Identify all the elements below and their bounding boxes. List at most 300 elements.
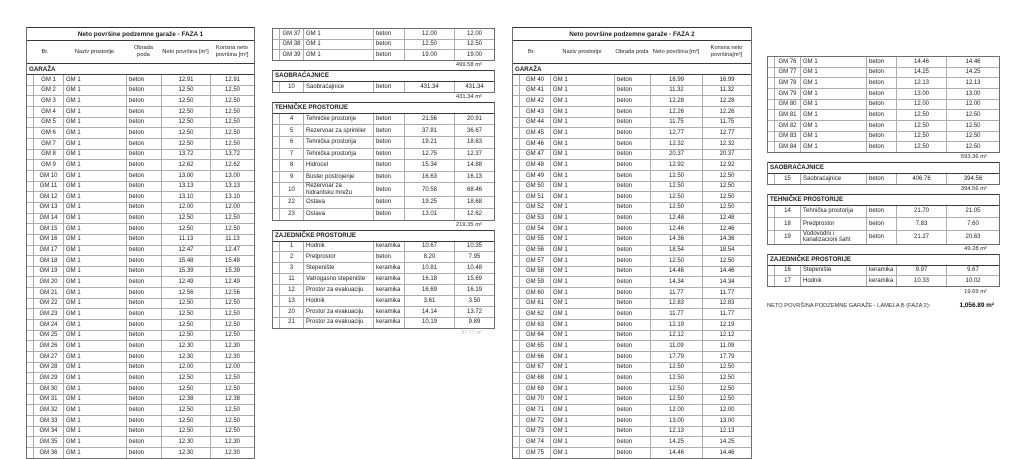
cell-naziv: GM 1 — [63, 235, 126, 245]
cell-obrada: beton — [126, 192, 161, 202]
header-br: Br. — [528, 48, 535, 55]
cell-br: GM 61 — [519, 299, 550, 309]
table-row — [768, 218, 999, 230]
cell-naziv: GM 1 — [63, 427, 126, 437]
cell-obrada: beton — [373, 114, 404, 125]
cell-br: GM 32 — [33, 405, 63, 415]
cell-obrada: beton — [866, 218, 896, 229]
cell-neto: 14.25 — [896, 68, 946, 78]
cell-obrada: beton — [126, 160, 161, 170]
cell-neto: 37.81 — [404, 125, 454, 136]
faza2-title: Neto površine podzemne garaže - FAZA 2 — [513, 27, 751, 41]
cell-naziv: GM 1 — [63, 352, 126, 362]
cell-naziv: GM 1 — [550, 363, 614, 373]
table-row — [27, 192, 254, 203]
cell-korisna: 12.50 — [702, 256, 751, 266]
table-row — [768, 78, 999, 89]
cell-neto: 21.27 — [896, 231, 946, 244]
table-row — [27, 405, 254, 416]
cell-naziv: GM 1 — [550, 427, 614, 437]
table-row — [273, 197, 494, 209]
cell-obrada: beton — [373, 172, 404, 183]
cell-br: GM 67 — [519, 363, 550, 373]
cell-naziv: GM 1 — [63, 299, 126, 309]
cell-korisna: 12.50 — [210, 139, 254, 149]
cell-korisna: 12.00 — [454, 29, 494, 39]
cell-br: 3 — [279, 263, 303, 273]
cell-korisna: 394.56 — [946, 174, 999, 184]
cell-br: GM 56 — [519, 246, 550, 256]
table-row — [27, 235, 254, 246]
cell-br: GM 29 — [33, 373, 63, 383]
cell-naziv: GM 1 — [550, 341, 614, 351]
cell-neto: 19.21 — [404, 137, 454, 148]
faza1-saobracajnice-rows — [273, 82, 494, 92]
cell-korisna: 12.28 — [702, 96, 751, 106]
cell-naziv: GM 1 — [63, 214, 126, 224]
table-row — [513, 107, 751, 118]
header-naziv: Naziv prostorije — [74, 48, 115, 55]
cell-naziv: GM 1 — [550, 288, 614, 298]
cell-obrada: beton — [126, 267, 161, 277]
cell-obrada: beton — [126, 341, 161, 351]
cell-neto: 12.46 — [650, 224, 702, 234]
cell-korisna: 19.00 — [454, 50, 494, 60]
cell-naziv: Prostor za evakuaciju — [303, 307, 373, 317]
cell-neto: 13.00 — [161, 171, 210, 181]
cell-naziv: GM 1 — [63, 416, 126, 426]
faza1-zajednicke-rows — [273, 242, 494, 328]
cell-neto: 12.50 — [161, 331, 210, 341]
cell-korisna: 11.75 — [702, 118, 751, 128]
table-row — [273, 183, 494, 197]
cell-obrada: beton — [126, 288, 161, 298]
table-row — [513, 277, 751, 288]
faza2-tehnicke-label: TEHNIČKE PROSTORIJE — [768, 194, 999, 206]
cell-obrada: beton — [126, 246, 161, 256]
header-naziv: Naziv prostorije — [562, 48, 602, 55]
cell-korisna: 12.30 — [210, 437, 254, 447]
cell-obrada: beton — [866, 174, 896, 184]
cell-obrada: beton — [126, 405, 161, 415]
cell-neto: 12.26 — [650, 107, 702, 117]
table-row — [273, 149, 494, 161]
cell-obrada: keramika — [866, 276, 896, 286]
cell-obrada: beton — [126, 86, 161, 96]
cell-naziv: GM 1 — [550, 331, 614, 341]
cell-neto: 12.50 — [650, 395, 702, 405]
faza1-saobracajnice-total: 431.34 m² — [455, 94, 482, 101]
cell-korisna: 12.50 — [946, 121, 999, 131]
cell-korisna: 12.50 — [210, 299, 254, 309]
cell-naziv: GM 1 — [550, 75, 614, 85]
cell-neto: 12.50 — [161, 320, 210, 330]
cell-obrada: beton — [614, 363, 650, 373]
cell-neto: 11.75 — [650, 118, 702, 128]
cell-neto: 9.97 — [896, 266, 946, 276]
cell-neto: 14.46 — [650, 448, 702, 458]
cell-naziv: GM 1 — [63, 246, 126, 256]
cell-naziv: GM 1 — [63, 139, 126, 149]
cell-korisna: 20.91 — [454, 114, 494, 125]
cell-naziv: Ostava — [303, 197, 373, 208]
table-row — [273, 209, 494, 220]
cell-naziv: Hodnik — [800, 276, 866, 286]
cell-br: 1 — [279, 242, 303, 252]
cell-naziv: GM 1 — [800, 100, 866, 110]
cell-neto: 12.91 — [161, 75, 210, 85]
cell-obrada: beton — [614, 256, 650, 266]
cell-obrada: keramika — [373, 307, 404, 317]
faza1-tehnicke-label: TEHNIČKE PROSTORIJE — [273, 102, 494, 114]
cell-br: GM 45 — [519, 128, 550, 138]
cell-korisna: 15.48 — [210, 256, 254, 266]
cell-neto: 11.77 — [650, 288, 702, 298]
cell-naziv: Predprostor — [800, 218, 866, 229]
cell-neto: 12.50 — [161, 86, 210, 96]
table-row — [513, 128, 751, 139]
cell-naziv: GM 1 — [550, 352, 614, 362]
cell-neto: 19.00 — [404, 50, 454, 60]
table-row — [273, 114, 494, 126]
cell-naziv: GM 1 — [63, 86, 126, 96]
header-obrada: Obrada poda — [134, 45, 153, 58]
cell-neto: 11.09 — [650, 341, 702, 351]
cell-obrada: keramika — [373, 242, 404, 252]
table-row — [27, 139, 254, 150]
cell-korisna: 12.50 — [210, 107, 254, 117]
cell-br: GM 2 — [33, 86, 63, 96]
cell-obrada: beton — [126, 224, 161, 234]
table-row — [27, 416, 254, 427]
cell-br: 7 — [279, 149, 303, 160]
cell-obrada: beton — [373, 197, 404, 208]
cell-korisna: 12.62 — [210, 160, 254, 170]
cell-naziv: GM 1 — [550, 171, 614, 181]
cell-obrada: beton — [614, 384, 650, 394]
cell-neto: 12.50 — [161, 405, 210, 415]
cell-korisna: 12.50 — [702, 384, 751, 394]
cell-obrada: beton — [126, 352, 161, 362]
table-row — [513, 171, 751, 182]
cell-korisna: 14.36 — [702, 235, 751, 245]
cell-neto: 13.13 — [161, 182, 210, 192]
cell-br: 10 — [279, 82, 303, 92]
cell-naziv: Saobraćajnice — [303, 82, 373, 92]
cell-br: GM 23 — [33, 309, 63, 319]
cell-naziv: GM 1 — [800, 142, 866, 152]
table-row — [27, 331, 254, 342]
cell-korisna: 12.50 — [210, 373, 254, 383]
cell-korisna: 12.91 — [210, 75, 254, 85]
table-row — [273, 172, 494, 184]
cell-neto: 12.50 — [161, 427, 210, 437]
cell-korisna: 15.39 — [210, 267, 254, 277]
cell-korisna: 20.63 — [946, 231, 999, 244]
cell-obrada: beton — [373, 29, 404, 39]
cell-korisna: 21.05 — [946, 206, 999, 217]
cell-obrada: beton — [126, 363, 161, 373]
table-row — [513, 299, 751, 310]
cell-naziv: Tehnička prostorija — [800, 206, 866, 217]
faza1-main-table — [26, 27, 255, 459]
cell-korisna: 13.00 — [702, 416, 751, 426]
cell-br: GM 80 — [774, 100, 800, 110]
faza1-title: Neto površine podzemne garaže - FAZA 1 — [27, 27, 254, 41]
table-row — [768, 68, 999, 79]
cell-neto: 14.34 — [650, 277, 702, 287]
cell-obrada: beton — [126, 150, 161, 160]
cell-neto: 12.13 — [650, 427, 702, 437]
cell-neto: 12.50 — [650, 182, 702, 192]
cell-neto: 21.70 — [896, 206, 946, 217]
cell-naziv: GM 1 — [800, 68, 866, 78]
table-row — [768, 142, 999, 152]
cell-neto: 16.63 — [404, 172, 454, 183]
cell-neto: 12.50 — [650, 363, 702, 373]
table-row — [27, 256, 254, 267]
cell-obrada: beton — [866, 231, 896, 244]
cell-obrada: beton — [126, 277, 161, 287]
cell-obrada: beton — [614, 214, 650, 224]
faza1-saobracajnice-label: SAOBRAĆAJNICE — [273, 70, 494, 82]
cell-neto: 16.69 — [404, 285, 454, 295]
cell-neto: 13.10 — [161, 192, 210, 202]
cell-br: 15 — [774, 174, 800, 184]
table-row — [513, 150, 751, 161]
cell-naziv: GM 1 — [303, 40, 373, 50]
table-row — [513, 160, 751, 171]
cell-korisna: 14.46 — [702, 267, 751, 277]
faza2-saobracajnice-total: 394.56 m² — [960, 186, 987, 193]
table-row — [513, 395, 751, 406]
cell-obrada: keramika — [373, 285, 404, 295]
cell-naziv: GM 1 — [63, 224, 126, 234]
cell-korisna: 13.00 — [210, 171, 254, 181]
cell-naziv: GM 1 — [550, 150, 614, 160]
faza2-tehnicke-block — [767, 194, 1000, 245]
cell-korisna: 11.32 — [702, 86, 751, 96]
faza2-tehnicke-total: 49.28 m² — [964, 246, 987, 253]
cell-neto: 14.46 — [650, 267, 702, 277]
cell-naziv: GM 1 — [550, 203, 614, 213]
cell-obrada: beton — [614, 246, 650, 256]
cell-korisna: 12.19 — [702, 320, 751, 330]
faza2-zajednicke-rows — [768, 266, 999, 287]
cell-obrada: beton — [866, 142, 896, 152]
cell-obrada: beton — [614, 96, 650, 106]
table-row — [27, 118, 254, 129]
cell-br: GM 41 — [519, 86, 550, 96]
table-row — [513, 139, 751, 150]
cell-obrada: beton — [126, 139, 161, 149]
cell-neto: 12.50 — [161, 139, 210, 149]
cell-br: GM 19 — [33, 267, 63, 277]
cell-naziv: GM 1 — [550, 96, 614, 106]
table-row — [27, 182, 254, 193]
cell-naziv: GM 1 — [800, 132, 866, 142]
cell-br: GM 7 — [33, 139, 63, 149]
cell-neto: 12.50 — [650, 192, 702, 202]
cell-br: GM 60 — [519, 288, 550, 298]
cell-obrada: beton — [614, 395, 650, 405]
cell-neto: 16.18 — [404, 274, 454, 284]
cell-neto: 12.50 — [650, 373, 702, 383]
cell-neto: 3.61 — [404, 296, 454, 306]
cell-br: GM 46 — [519, 139, 550, 149]
table-row — [27, 363, 254, 374]
cell-neto: 12.50 — [161, 96, 210, 106]
cell-korisna: 18.63 — [454, 137, 494, 148]
cell-br: GM 53 — [519, 214, 550, 224]
cell-br: GM 58 — [519, 267, 550, 277]
cell-korisna: 11.77 — [702, 309, 751, 319]
table-row — [513, 192, 751, 203]
cell-br: 10 — [279, 183, 303, 196]
faza2-table-block — [512, 27, 752, 459]
cell-br: GM 36 — [33, 448, 63, 458]
cell-obrada: beton — [614, 235, 650, 245]
cell-br: GM 43 — [519, 107, 550, 117]
cell-neto: 12.00 — [650, 405, 702, 415]
cell-br: GM 10 — [33, 171, 63, 181]
cell-korisna: 10.48 — [454, 263, 494, 273]
cell-naziv: GM 1 — [800, 89, 866, 99]
cell-br: GM 15 — [33, 224, 63, 234]
cell-br: 14 — [774, 206, 800, 217]
cell-neto: 12.56 — [161, 288, 210, 298]
cell-naziv: Tehnička prostorija — [303, 149, 373, 160]
table-row — [27, 395, 254, 406]
cell-obrada: keramika — [866, 266, 896, 276]
cell-korisna: 12.49 — [210, 277, 254, 287]
cell-br: GM 25 — [33, 331, 63, 341]
cell-naziv: GM 1 — [550, 235, 614, 245]
cell-naziv: GM 1 — [550, 395, 614, 405]
cell-obrada: beton — [126, 395, 161, 405]
cell-korisna: 12.50 — [210, 427, 254, 437]
cell-obrada: beton — [126, 182, 161, 192]
table-row — [768, 100, 999, 111]
faza2-saobracajnice-rows — [768, 174, 999, 184]
table-row — [273, 274, 494, 285]
faza2-garaza-total: 593.36 m² — [960, 154, 987, 161]
cell-korisna: 12.38 — [210, 395, 254, 405]
cell-obrada: beton — [866, 206, 896, 217]
faza1-garage-rows-cont — [273, 29, 494, 60]
cell-br: GM 55 — [519, 235, 550, 245]
cell-naziv: GM 1 — [550, 267, 614, 277]
faza1-garaza-total: 499.58 m² — [455, 62, 482, 69]
cell-obrada: beton — [126, 256, 161, 266]
table-row — [27, 299, 254, 310]
faza1-zajednicke-total: 87.77 m² — [461, 329, 482, 336]
cell-br: GM 22 — [33, 299, 63, 309]
cell-korisna: 13.13 — [210, 182, 254, 192]
faza2-garage-rows — [513, 75, 751, 458]
cell-neto: 21.56 — [404, 114, 454, 125]
faza1-zajednicke-block — [272, 230, 495, 329]
cell-korisna: 10.35 — [454, 242, 494, 252]
cell-br: GM 72 — [519, 416, 550, 426]
cell-naziv: GM 1 — [63, 171, 126, 181]
table-row — [273, 296, 494, 307]
cell-korisna: 12.32 — [702, 139, 751, 149]
cell-korisna: 431.34 — [454, 82, 494, 92]
cell-br: GM 76 — [774, 57, 800, 67]
cell-naziv: GM 1 — [550, 405, 614, 415]
cell-naziv: GM 1 — [550, 246, 614, 256]
cell-naziv: GM 1 — [550, 373, 614, 383]
cell-korisna: 12.50 — [210, 405, 254, 415]
cell-neto: 11.77 — [650, 309, 702, 319]
cell-naziv: GM 1 — [63, 192, 126, 202]
cell-neto: 12.50 — [161, 384, 210, 394]
cell-neto: 12.30 — [161, 437, 210, 447]
faza1-garage-rows — [27, 75, 254, 458]
cell-obrada: beton — [614, 427, 650, 437]
cell-korisna: 12.00 — [946, 100, 999, 110]
grand-total-label: NETO POVRŠINA PODZEMNE GARAŽE - LAMELA B (FAZA 2): — [767, 303, 931, 310]
cell-naziv: GM 1 — [550, 192, 614, 202]
table-row — [513, 246, 751, 257]
cell-korisna: 7.95 — [454, 252, 494, 262]
cell-korisna: 13.00 — [946, 89, 999, 99]
cell-br: GM 42 — [519, 96, 550, 106]
header-korisna: Korisna neto površina[m²] — [710, 45, 743, 58]
cell-br: GM 65 — [519, 341, 550, 351]
cell-br: 4 — [279, 114, 303, 125]
cell-naziv: GM 1 — [550, 160, 614, 170]
cell-br: 13 — [279, 296, 303, 306]
cell-obrada: beton — [126, 235, 161, 245]
cell-neto: 12.28 — [650, 96, 702, 106]
cell-obrada: beton — [373, 50, 404, 60]
cell-neto: 12.50 — [161, 214, 210, 224]
cell-br: GM 39 — [279, 50, 303, 60]
table-row — [27, 352, 254, 363]
faza1-tehnicke-rows — [273, 114, 494, 220]
cell-obrada: beton — [126, 320, 161, 330]
cell-naziv: GM 1 — [63, 288, 126, 298]
cell-korisna: 12.50 — [210, 128, 254, 138]
table-row — [27, 150, 254, 161]
faza2-saobracajnice-label: SAOBRAĆAJNICE — [768, 162, 999, 174]
cell-br: GM 70 — [519, 395, 550, 405]
cell-naziv: GM 1 — [800, 57, 866, 67]
cell-neto: 12.83 — [650, 299, 702, 309]
cell-korisna: 12.50 — [702, 192, 751, 202]
cell-br: GM 12 — [33, 192, 63, 202]
table-row — [513, 182, 751, 193]
cell-obrada: beton — [866, 100, 896, 110]
cell-br: GM 33 — [33, 416, 63, 426]
cell-obrada: beton — [126, 118, 161, 128]
faza2-garage-rows-cont — [768, 57, 999, 152]
faza2-zajednicke-total: 19.69 m² — [964, 288, 987, 295]
cell-naziv: GM 1 — [63, 448, 126, 458]
cell-br: GM 75 — [519, 448, 550, 458]
cell-naziv: GM 1 — [63, 331, 126, 341]
table-row — [513, 437, 751, 448]
cell-neto: 12.30 — [161, 341, 210, 351]
cell-korisna: 12.50 — [210, 86, 254, 96]
cell-br: GM 31 — [33, 395, 63, 405]
cell-naziv: GM 1 — [63, 320, 126, 330]
faza2-column-headers — [513, 41, 751, 63]
table-row — [768, 89, 999, 100]
cell-br: GM 24 — [33, 320, 63, 330]
